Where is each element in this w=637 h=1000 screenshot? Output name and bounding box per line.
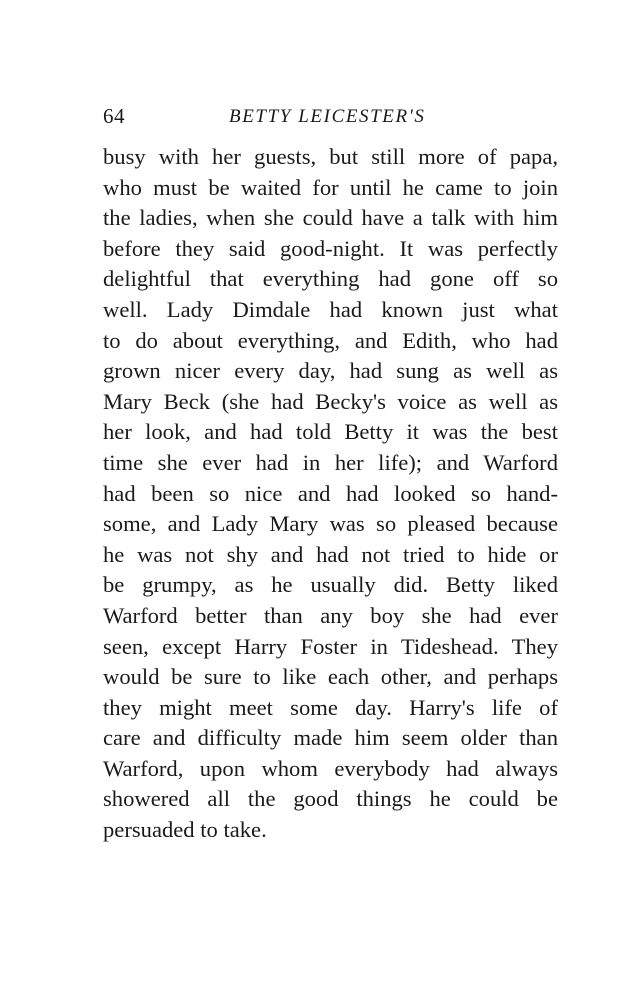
text-line: her look, and had told Betty it was the best [103, 419, 558, 445]
text-line: he was not shy and had not tried to hide or [103, 541, 558, 567]
running-head [103, 102, 558, 130]
running-title: BETTY LEICESTER'S [229, 106, 426, 127]
text-line: showered all the good things he could be [103, 786, 558, 812]
text-line: the ladies, when she could have a talk with him [103, 205, 558, 231]
text-line: delightful that everything had gone off so [103, 266, 558, 292]
page-number: 64 [103, 104, 125, 128]
text-line: grown nicer every day, had sung as well as [103, 358, 558, 384]
text-line: care and difficulty made him seem older than [103, 725, 558, 751]
text-line: would be sure to like each other, and perhaps [103, 664, 558, 690]
text-line: well. Lady Dimdale had known just what [103, 296, 558, 322]
text-line: Mary Beck (she had Becky's voice as well as [103, 388, 558, 414]
text-line: to do about everything, and Edith, who had [103, 327, 558, 353]
text-line: who must be waited for until he came to join [103, 174, 558, 200]
text-line: Warford better than any boy she had ever [103, 602, 558, 628]
text-line: persuaded to take. [103, 817, 267, 843]
text-line: some, and Lady Mary was so pleased because [103, 511, 558, 537]
text-line: seen, except Harry Foster in Tideshead. They [103, 633, 558, 659]
text-line: time she ever had in her life); and Warford [103, 449, 558, 475]
body-paragraph [103, 142, 558, 846]
text-line: be grumpy, as he usually did. Betty liked [103, 572, 558, 598]
text-line: busy with her guests, but still more of papa, [103, 144, 558, 169]
text-line: Warford, upon whom everybody had always [103, 755, 558, 781]
text-line: before they said good-night. It was perfectly [103, 235, 558, 261]
text-line: they might meet some day. Harry's life of [103, 694, 558, 720]
text-line: had been so nice and had looked so hand- [103, 480, 558, 506]
